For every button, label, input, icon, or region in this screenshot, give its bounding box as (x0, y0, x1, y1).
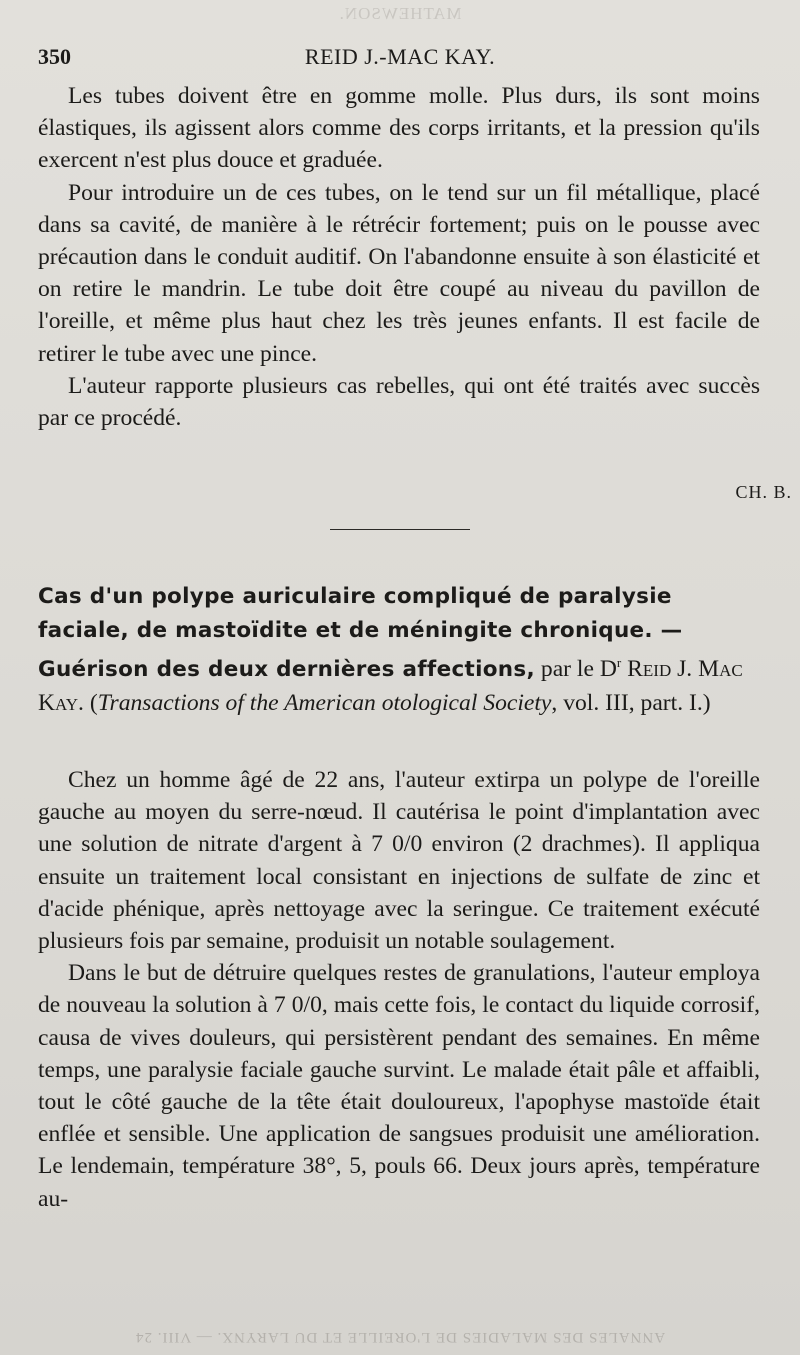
author-title-sup: r (616, 655, 622, 671)
paragraph: L'auteur rapporte plusieurs cas rebelles, qui ont été traités avec succès par ce procédé. (38, 372, 760, 432)
paragraph: Chez un homme âgé de 22 ans, l'auteur extirpa un polype de l'oreille gauche au moyen du serre-nœud. Il cautérisa le point d'implantation avec une solution de nitrate d'argent à 7 0/0 environ (2 drachmes). Il appliqua ensuite un traitement local consistant en injections de sulfate de zinc et d'acide phénique, après nettoyage avec la seringue. Ce traitement exécuté plusieurs fois par semaine, produisit un notable soulagement. (38, 767, 760, 955)
journal-name: Transactions of the American otological Society (97, 689, 552, 716)
author-title: D (599, 656, 617, 683)
paragraph: Dans le but de détruire quelques restes de granulations, l'auteur employa de nouveau la solution à 7 0/0, mais cette fois, le contact du liquide corrosif, causa de vives douleurs, qui persistèrent pendant des semaines. En même temps, une paralysie faciale gauche survint. Le malade était pâle et affaibli, tout le côté gauche de la tête était douloureux, l'apophyse mastoïde était enflée et sensible. Une application de sangsues produisit une amélioration. Le lendemain, température 38°, 5, pouls 66. Deux jours après, température au- (38, 960, 760, 1212)
show-through-text: MATHEWSON. (338, 4, 462, 23)
paren-open: ( (89, 689, 98, 716)
page-number: 350 (38, 44, 71, 69)
journal-volume: , vol. III, part. I.) (551, 689, 711, 716)
byline: par le (540, 656, 594, 683)
section-previous-article (38, 80, 760, 434)
running-head: REID J.-MAC KAY. (304, 44, 496, 69)
article-body (38, 764, 760, 1215)
show-through-footer: ANNALES DES MALADIES DE L'OREILLE ET DU LARYNX. — VIII. 24 (134, 1329, 666, 1345)
author-name: Reid J. Mac Kay. (38, 656, 743, 716)
article-heading (38, 580, 760, 719)
article-title: Cas d'un polype auriculaire compliqué de paralysie faciale, de mastoïdite et de méningite chronique. — Guérison des deux dernières affections, (38, 584, 683, 683)
page-header (38, 36, 762, 70)
section-divider (330, 529, 470, 530)
paragraph: Les tubes doivent être en gomme molle. Plus durs, ils sont moins élastiques, ils agissent alors comme des corps irritants, et la pression qu'ils exercent n'est plus douce et graduée. (38, 83, 760, 174)
author-signature: CH. B. (735, 482, 792, 502)
paragraph: Pour introduire un de ces tubes, on le tend sur un fil métallique, placé dans sa cavité, de manière à le rétrécir fortement; puis on le pousse avec précaution dans le conduit auditif. On l'abandonne ensuite à son élasticité et on retire le mandrin. Le tube doit être coupé au niveau du pavillon de l'oreille, et même plus haut chez les très jeunes enfants. Il est facile de retirer le tube avec une pince. (38, 179, 760, 367)
